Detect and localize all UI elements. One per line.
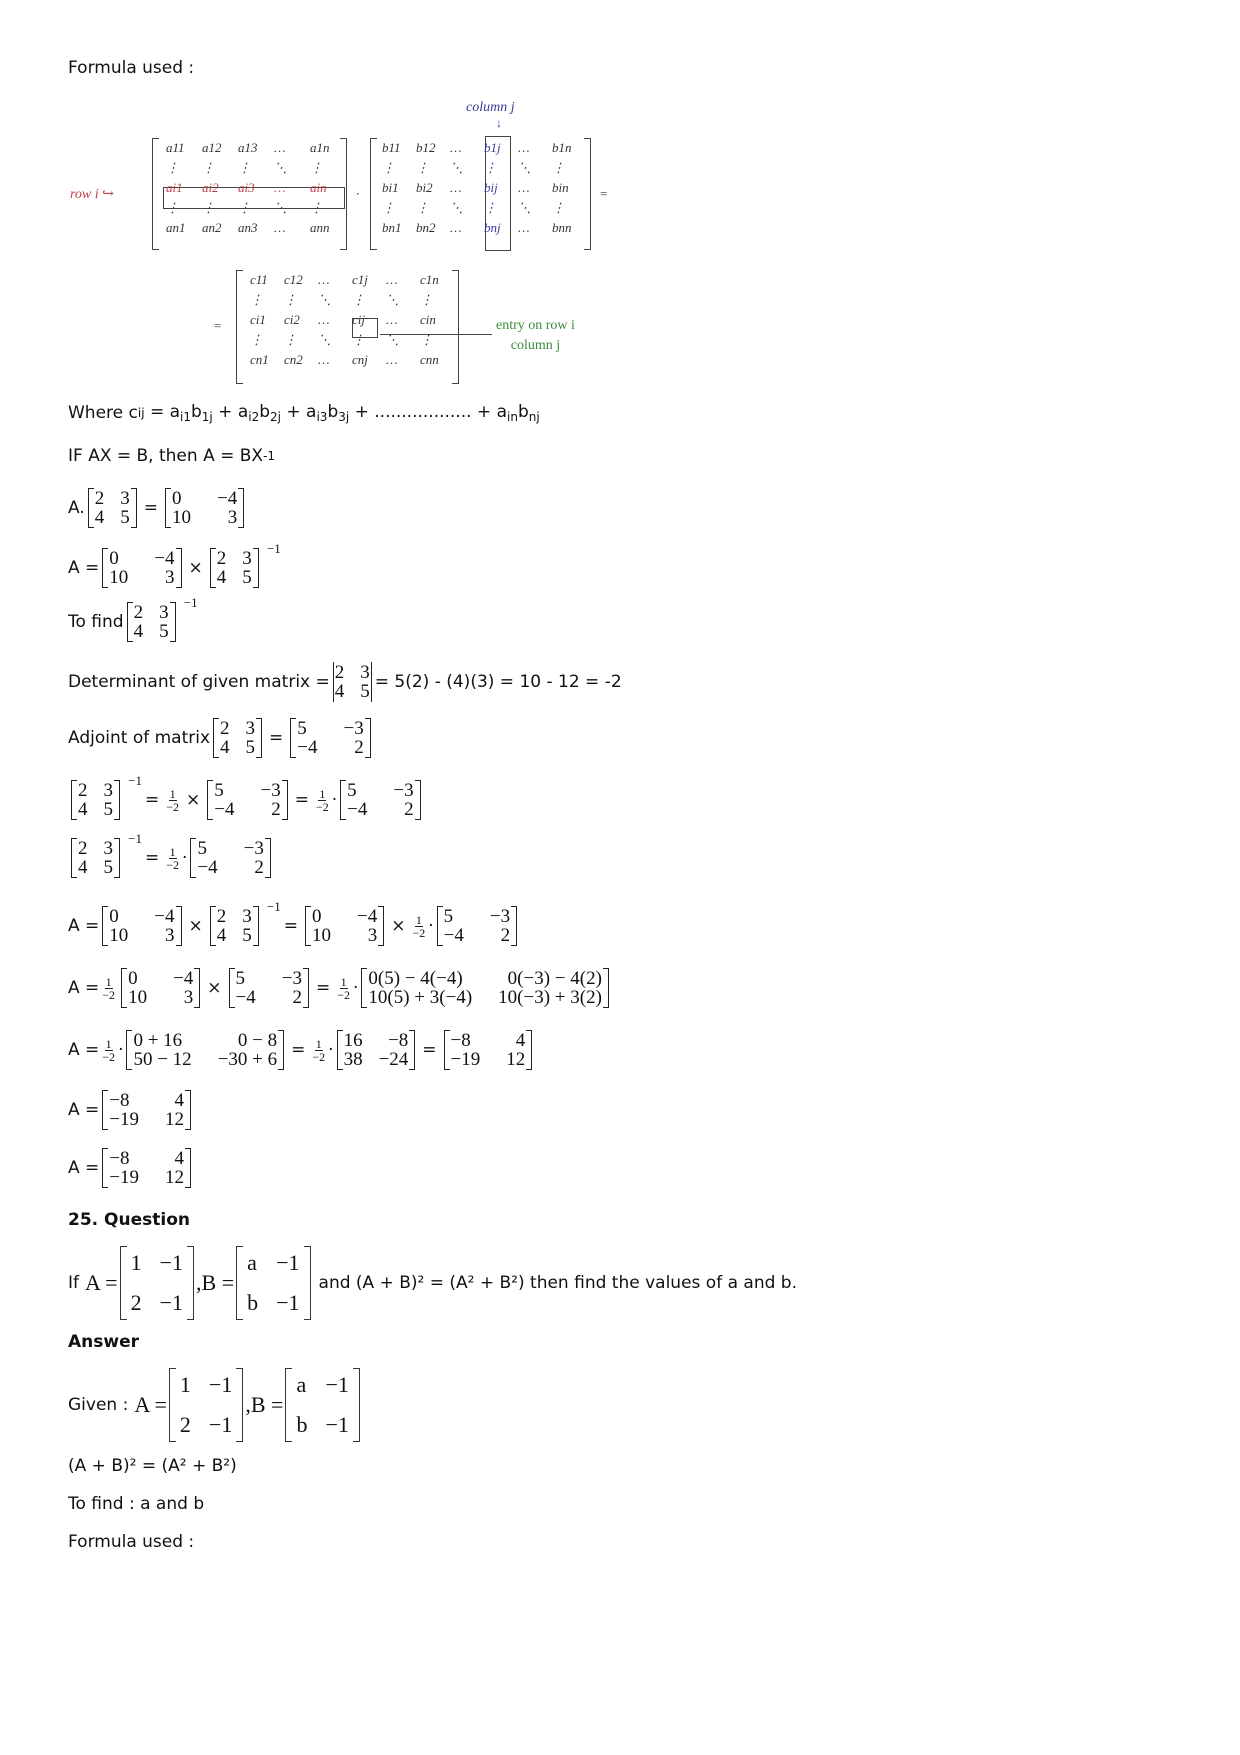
matrix-b: a −1 b −1 bbox=[236, 1246, 310, 1320]
dot-sign: · bbox=[182, 848, 188, 868]
a-calc-3 bbox=[68, 1030, 535, 1070]
matrix-multiplication-diagram bbox=[0, 0, 640, 390]
matrix-adjoint: 5 −3 −4 2 bbox=[190, 838, 270, 878]
formula-used-heading-2: Formula used : bbox=[68, 1532, 195, 1552]
given-label: Given : bbox=[68, 1395, 129, 1415]
matrix-adjoint: 5 −3 −4 2 bbox=[290, 718, 370, 758]
b-equals: ,B = bbox=[245, 1392, 284, 1417]
matrix-a: a11 a12 a13 … a1n ⋮ ⋮ ⋮ ⋱ ⋮ ai1 ai2 ai3 … ain ⋮ ⋮ ⋮ ⋱ ⋮ an1 an2 an3 … ann bbox=[166, 140, 330, 235]
a-equals: A = bbox=[68, 558, 100, 578]
a-result-1 bbox=[68, 1090, 194, 1130]
to-find-line: To find : a and b bbox=[68, 1494, 205, 1514]
times-sign: × bbox=[207, 978, 222, 998]
answer-title: Answer bbox=[68, 1332, 139, 1352]
a-equals: A = bbox=[68, 916, 100, 936]
adjoint-line bbox=[68, 718, 374, 758]
bracket-left bbox=[236, 270, 243, 384]
times-sign: × bbox=[391, 916, 406, 936]
matrix-result: −8 4 −19 12 bbox=[102, 1090, 191, 1130]
fraction: $\frac{1}{-2}$ bbox=[166, 844, 180, 872]
equals-sign: = bbox=[600, 186, 608, 201]
matrix-b: 0 −4 10 3 bbox=[165, 488, 244, 528]
matrix-b: 0 −4 10 3 bbox=[102, 548, 181, 588]
matrix-product-expanded: 0(5) − 4(−4) 0(−3) − 4(2) 10(5) + 3(−4) 10(−3) + 3(2) bbox=[361, 968, 609, 1008]
matrix-b: 0 −4 10 3 bbox=[121, 968, 200, 1008]
a-equals: A = bbox=[68, 1158, 100, 1178]
equals-sign: = bbox=[145, 848, 160, 868]
equals-sign: = bbox=[269, 728, 284, 748]
matrix-adjoint: 5 −3 −4 2 bbox=[207, 780, 287, 820]
a-equals: A = bbox=[134, 1392, 167, 1417]
matrix-a: 1 −1 2 −1 bbox=[120, 1246, 194, 1320]
fraction: $\frac{1}{-2}$ bbox=[166, 786, 180, 814]
inverse-calc-1 bbox=[68, 773, 424, 820]
entry-label bbox=[496, 318, 575, 354]
dot-sign: · bbox=[331, 790, 338, 810]
equation-a-solve bbox=[68, 541, 281, 588]
a-result-2 bbox=[68, 1148, 194, 1188]
matrix-x-inverse: 2 3 4 5 −1 bbox=[71, 780, 120, 820]
equation-given bbox=[68, 488, 247, 528]
down-arrow-icon: ↓ bbox=[496, 116, 502, 130]
adjoint-label: Adjoint of matrix bbox=[68, 728, 211, 748]
dot-sign: · bbox=[118, 1040, 124, 1060]
matrix-a: 1 −1 2 −1 bbox=[169, 1368, 243, 1442]
matrix-result: −8 4 −19 12 bbox=[444, 1030, 533, 1070]
equals-sign: = bbox=[291, 1040, 306, 1060]
matrix-intermediate: 16 −8 38 −24 bbox=[337, 1030, 416, 1070]
equals-sign: = bbox=[145, 790, 160, 810]
matrix-sum: 0 + 16 0 − 8 50 − 12 −30 + 6 bbox=[126, 1030, 284, 1070]
matrix-x-inverse: 2 3 4 5 −1 bbox=[127, 602, 176, 642]
matrix-b: 0 −4 10 3 bbox=[102, 906, 181, 946]
determinant-label: Determinant of given matrix = bbox=[68, 672, 330, 692]
a-equals: A = bbox=[85, 1270, 118, 1295]
to-find-inverse bbox=[68, 595, 198, 642]
determinant-line bbox=[68, 662, 622, 702]
question-condition: and (A + B)² = (A² + B²) then find the values of a and b. bbox=[318, 1273, 797, 1293]
question-title: 25. Question bbox=[68, 1210, 190, 1230]
equals-sign: = bbox=[214, 318, 222, 333]
determinant-x: 2 3 4 5 bbox=[334, 662, 370, 702]
inverse-rule-sup: -1 bbox=[263, 449, 276, 463]
bracket-left bbox=[152, 138, 159, 250]
a-equals: A = bbox=[68, 1040, 100, 1060]
inverse-rule-text: IF AX = B, then A = BX bbox=[68, 446, 264, 466]
matrix-result: −8 4 −19 12 bbox=[102, 1148, 191, 1188]
dot-sign: · bbox=[328, 1040, 334, 1060]
fraction: $\frac{1}{-2}$ bbox=[102, 1036, 116, 1064]
a-calc-1 bbox=[68, 899, 520, 946]
inverse-rule bbox=[68, 446, 275, 466]
if-label: If bbox=[68, 1273, 79, 1293]
times-sign: × bbox=[188, 558, 203, 578]
where-prefix: Where c bbox=[68, 403, 138, 423]
matrix-x-inverse: 2 3 4 5 −1 bbox=[210, 906, 259, 946]
matrix-x: 2 3 4 5 bbox=[213, 718, 262, 758]
to-find-label: To find bbox=[68, 612, 124, 632]
fraction: $\frac{1}{-2}$ bbox=[102, 974, 116, 1002]
equals-sign: = bbox=[294, 790, 309, 810]
a-equals: A = bbox=[68, 1100, 100, 1120]
matrix-adjoint: 5 −3 −4 2 bbox=[340, 780, 420, 820]
entry-label-line-1: entry on row i bbox=[496, 318, 575, 333]
matrix-c: c11 c12 … c1j … c1n ⋮ ⋮ ⋱ ⋮ ⋱ ⋮ ci1 ci2 … cij … cin ⋮ ⋮ ⋱ ⋮ ⋱ ⋮ cn1 cn2 … cnj … cnn bbox=[250, 272, 439, 367]
condition-line: (A + B)² = (A² + B²) bbox=[68, 1456, 237, 1476]
matrix-b: 0 −4 10 3 bbox=[305, 906, 384, 946]
column-j-label: column j bbox=[466, 100, 515, 115]
cij-definition: Where c ij = $a_{i1}b_{1j} + a_{i2}b_{2j} + a_{i3}b_{3j}$ + .................. + $a_{in}b_{nj}$ bbox=[68, 402, 540, 424]
fraction: $\frac{1}{-2}$ bbox=[412, 912, 426, 940]
times-sign: × bbox=[186, 790, 201, 810]
dot-sign: · bbox=[428, 916, 434, 936]
matrix-x-inverse: 2 3 4 5 −1 bbox=[210, 548, 259, 588]
equals-sign: = bbox=[422, 1040, 437, 1060]
dot-sign: · bbox=[353, 978, 359, 998]
entry-label-line-2: column j bbox=[510, 338, 561, 353]
fraction: $\frac{1}{-2}$ bbox=[337, 974, 350, 1002]
b-equals: ,B = bbox=[196, 1270, 235, 1295]
a-calc-2 bbox=[68, 968, 612, 1008]
question-statement bbox=[68, 1246, 797, 1320]
determinant-result: = 5(2) - (4)(3) = 10 - 12 = -2 bbox=[374, 672, 622, 692]
fraction: $\frac{1}{-2}$ bbox=[312, 1036, 326, 1064]
formula-used-heading: Formula used : bbox=[68, 58, 195, 78]
matrix-b: a −1 b −1 bbox=[285, 1368, 359, 1442]
times-sign: × bbox=[188, 916, 203, 936]
given-statement bbox=[68, 1368, 362, 1442]
a-equals: A = bbox=[68, 978, 100, 998]
matrix-adjoint: 5 −3 −4 2 bbox=[437, 906, 517, 946]
step-label: A. bbox=[68, 498, 85, 518]
matrix-x: 2 3 4 5 bbox=[88, 488, 137, 528]
matrix-b: b11 b12 … b1j … b1n ⋮ ⋮ ⋱ ⋮ ⋱ ⋮ bi1 bi2 … bij … bin ⋮ ⋮ ⋱ ⋮ ⋱ ⋮ bn1 bn2 … bnj … bnn bbox=[382, 140, 572, 235]
fraction: $\frac{1}{-2}$ bbox=[315, 786, 329, 814]
inverse-calc-2 bbox=[68, 831, 274, 878]
bracket-left bbox=[370, 138, 377, 250]
equals-sign: = bbox=[283, 916, 298, 936]
equals-sign: = bbox=[143, 498, 158, 518]
row-i-label: row i ↪ bbox=[70, 187, 114, 202]
matrix-adjoint: 5 −3 −4 2 bbox=[229, 968, 309, 1008]
dot-operator: · bbox=[356, 186, 360, 201]
matrix-x-inverse: 2 3 4 5 −1 bbox=[71, 838, 120, 878]
equals-sign: = bbox=[315, 978, 331, 998]
